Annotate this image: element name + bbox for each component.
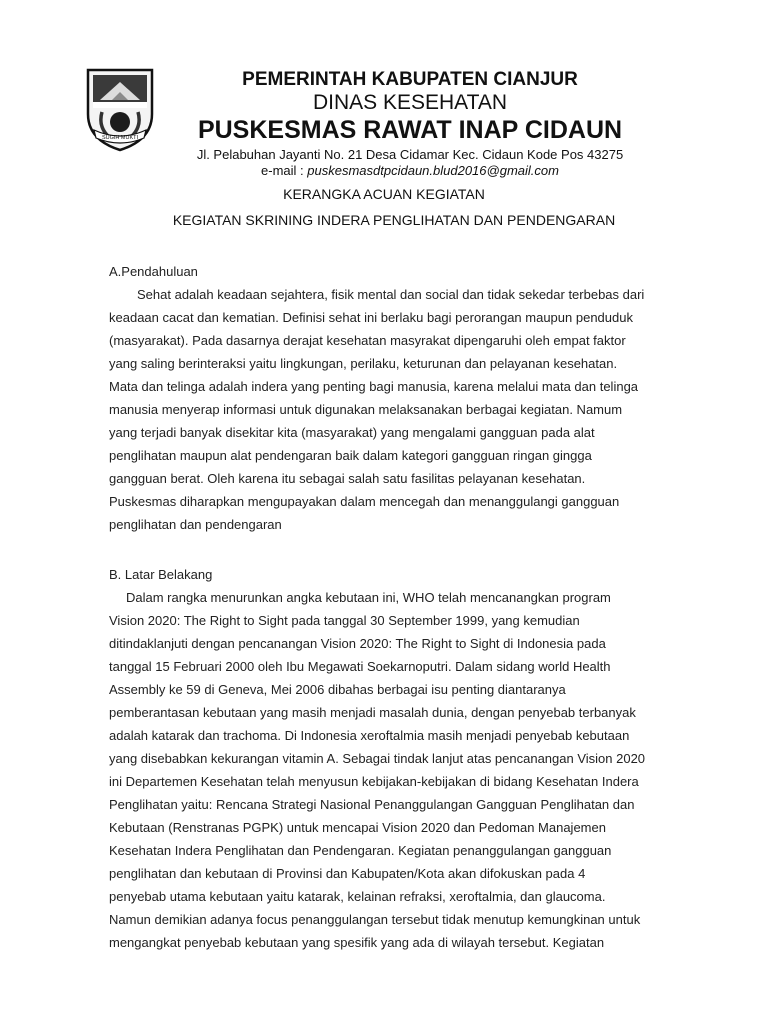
paragraph-line: Vision 2020: The Right to Sight pada tanggal 30 September 1999, yang kemudian [109,613,580,628]
paragraph-line: pemberantasan kebutaan yang masih menjadi masalah dunia, dengan penyebab terbanyak [109,705,636,720]
paragraph-line: yang disebabkan kekurangan vitamin A. Sebagai tindak lanjut atas pencanangan Vision 2020 [109,751,646,766]
paragraph-line: penglihatan dan pendengaran [109,517,282,532]
paragraph-line: tanggal 15 Februari 2000 oleh Ibu Megawati Soekarnoputri. Dalam sidang world Health [109,659,611,674]
email-address: puskesmasdtpcidaun.blud2016@gmail.com [307,163,559,178]
department-name: DINAS KESEHATAN [312,91,508,114]
paragraph-line: Penglihatan yaitu: Rencana Strategi Nasional Penanggulangan Gangguan Penglihatan dan [109,797,635,812]
letterhead-text [160,68,660,179]
paragraph-line: penglihatan dan kebutaan di Provinsi dan Kabupaten/Kota akan difokuskan pada 4 [109,866,586,881]
logo-motto: SUGIH MUKTI [101,135,139,141]
paragraph-line: Kesehatan Indera Penglihatan dan Pendengaran. Kegiatan penanggulangan gangguan [109,843,612,858]
paragraph-line: penyebab utama kebutaan yaitu katarak, kelainan refraksi, xeroftalmia, dan glaucoma. [109,889,606,904]
address: Jl. Pelabuhan Jayanti No. 21 Desa Cidamar Kec. Cidaun Kode Pos 43275 [196,147,624,162]
paragraph-line: gangguan berat. Oleh karena itu sebagai salah satu fasilitas pelayanan kesehatan. [109,471,586,486]
paragraph-line: manusia menyerap informasi untuk digunakan melaksanakan berbagai kegiatan. Namum [109,402,623,417]
paragraph-line: ditindaklanjuti dengan pencanangan Vision 2020: The Right to Sight di Indonesia pada [109,636,606,651]
section-heading: B. Latar Belakang [109,567,213,582]
paragraph-line: mengangkat penyebab kebutaan yang spesifik yang ada di wilayah tersebut. Kegiatan [109,935,605,950]
paragraph-line: Namun demikian adanya focus penanggulangan tersebut tidak menutup kemungkinan untuk [109,912,641,927]
health-center-name: PUSKESMAS RAWAT INAP CIDAUN [197,116,623,144]
paragraph-line: adalah katarak dan trachoma. Di Indonesia xeroftalmia masih menjadi penyebab kebutaan [109,728,630,743]
paragraph-line: Assembly ke 59 di Geneva, Mei 2006 dibahas berbagai isu penting diantaranya [109,682,566,697]
paragraph-line: Kebutaan (Renstranas PGPK) untuk mencapai Vision 2020 dan Pedoman Manajemen [109,820,606,835]
cianjur-regency-logo [86,68,154,152]
paragraph-line: Sehat adalah keadaan sejahtera, fisik mental dan social dan tidak sekedar terbebas dari [137,287,645,302]
section-heading: A.Pendahuluan [109,264,198,279]
document-title: KERANGKA ACUAN KEGIATAN [283,186,485,202]
letterhead [0,0,768,180]
paragraph-line: yang terjadi banyak disekitar kita (masyarakat) yang mengalami gangguan pada alat [109,425,595,440]
paragraph-line: yang saling berinteraksi yaitu lingkungan, perilaku, keturunan dan pelayanan kesehatan. [109,356,618,371]
section-pendahuluan [109,260,689,536]
document-subtitle: KEGIATAN SKRINING INDERA PENGLIHATAN DAN PENDENGARAN [172,212,616,228]
email-label: e-mail : [261,163,308,178]
paragraph-line: ini Departemen Kesehatan telah menyusun kebijakan-kebijakan di bidang Kesehatan Indera [109,774,639,789]
section-latar-belakang [109,563,689,954]
paragraph-line: penglihatan maupun alat pendengaran baik dalam kategori gangguan ringan gingga [109,448,592,463]
paragraph-line: Puskesmas diharapkan mengupayakan dalam mencegah dan menanggulangi gangguan [109,494,620,509]
paragraph-line: (masyarakat). Pada dasarnya derajat kesehatan masyrakat dipengaruhi oleh empat faktor [109,333,626,348]
paragraph-line: keadaan cacat dan kematian. Definisi sehat ini berlaku bagi perorangan maupun penduduk [109,310,633,325]
paragraph-line: Mata dan telinga adalah indera yang penting bagi manusia, karena melalui mata dan telinga [109,379,639,394]
government-name: PEMERINTAH KABUPATEN CIANJUR [242,69,578,90]
email-line [160,163,660,179]
paragraph-line: Dalam rangka menurunkan angka kebutaan ini, WHO telah mencanangkan program [126,590,611,605]
